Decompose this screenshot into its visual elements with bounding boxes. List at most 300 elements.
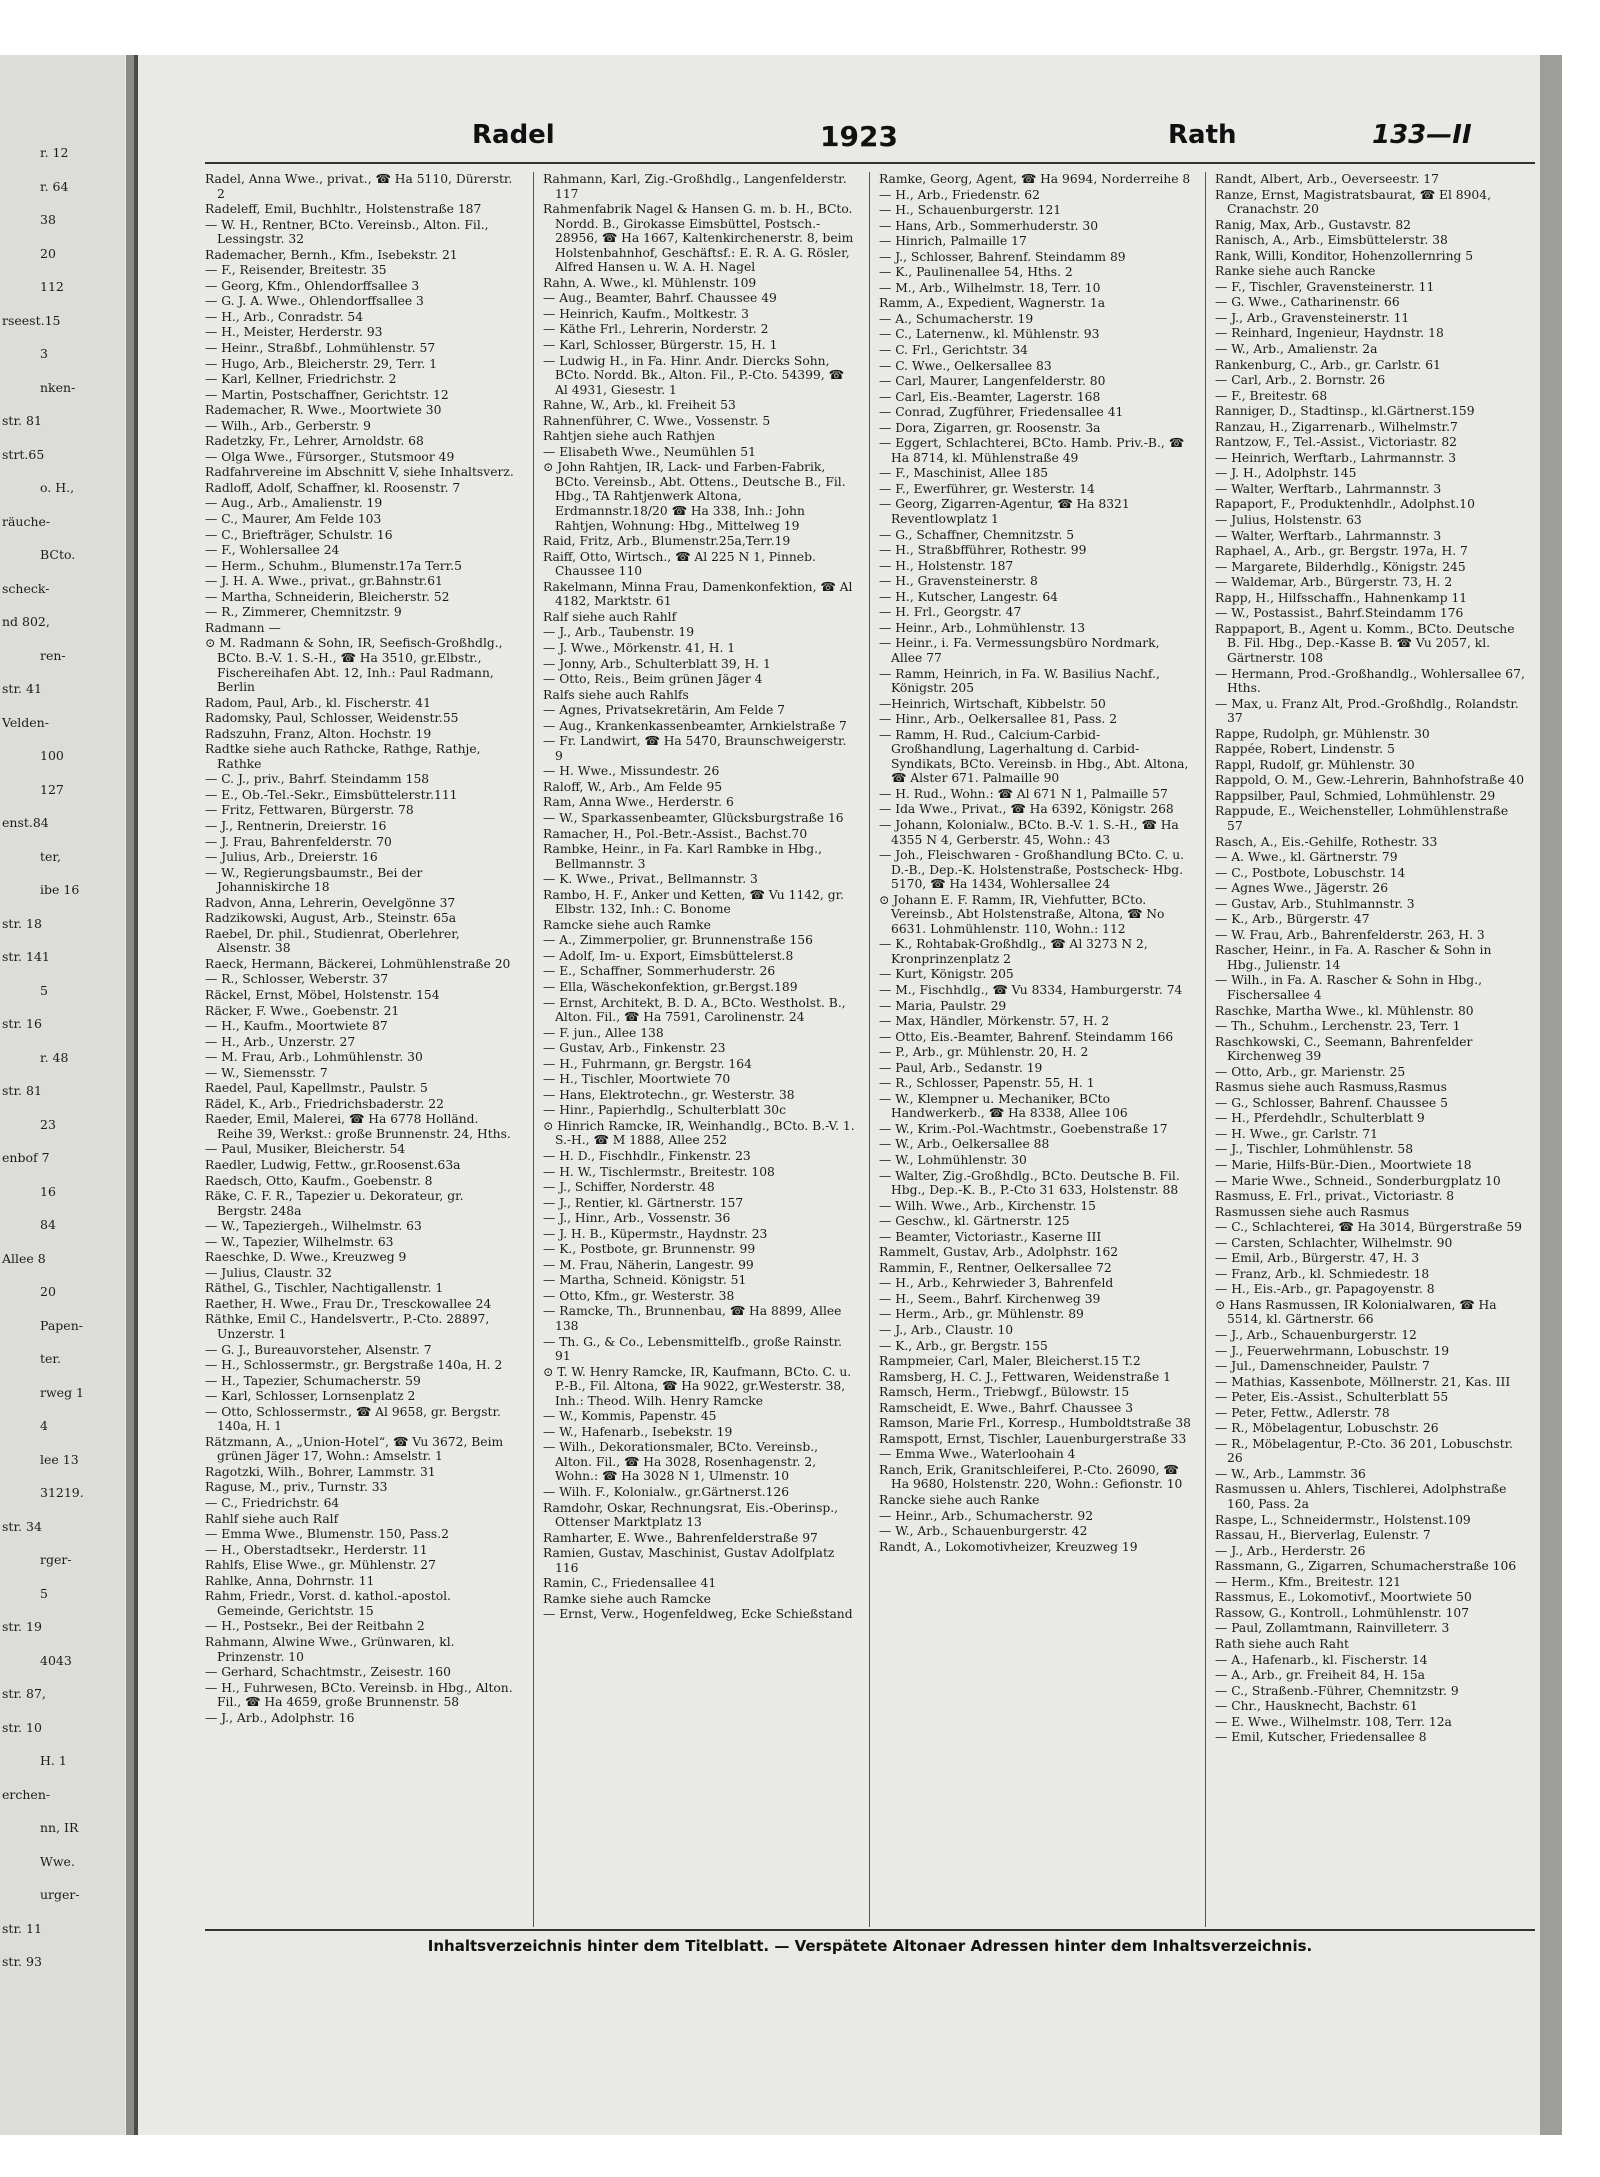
directory-entry: — J. H., Adolphstr. 145 <box>1215 466 1357 481</box>
directory-entry: — R., Schlosser, Weberstr. 37 <box>205 972 389 987</box>
directory-entry: Räthel, G., Tischler, Nachtigallenstr. 1 <box>205 1281 444 1296</box>
directory-entry: — C. Wwe., Oelkersallee 83 <box>879 358 1052 373</box>
directory-entry: Ramspott, Ernst, Tischler, Lauenburgerstraße 33 <box>879 1431 1187 1446</box>
directory-entry: — W., Tapezier, Wilhelmstr. 63 <box>205 1234 394 1249</box>
directory-entry: — C., Friedrichstr. 64 <box>205 1496 340 1511</box>
directory-entry: Raeder, Emil, Malerei, ☎ Ha 6778 Holländ. Reihe 39, Werkst.: große Brunnenstr. 24, Hths. <box>205 1112 511 1141</box>
directory-entry: — R., Möbelagentur, Lobuschstr. 26 <box>1215 1421 1439 1436</box>
directory-entry: — J., Rentnerin, Dreierstr. 16 <box>205 818 387 833</box>
directory-entry: — Karl, Kellner, Friedrichstr. 2 <box>205 372 397 387</box>
directory-entry: — Gustav, Arb., Stuhlmannstr. 3 <box>1215 896 1415 911</box>
directory-entry: — C., Laternenw., kl. Mühlenstr. 93 <box>879 327 1100 342</box>
directory-entry: — J. Frau, Bahrenfelderstr. 70 <box>205 834 392 849</box>
facing-page-text-fragment: scheck- <box>2 580 50 596</box>
directory-entry: — M. Frau, Arb., Lohmühlenstr. 30 <box>205 1050 423 1065</box>
facing-page-text-fragment: strt.65 <box>2 446 45 462</box>
directory-entry: — Fritz, Fettwaren, Bürgerstr. 78 <box>205 803 414 818</box>
directory-entry: — H., Arb., Conradstr. 54 <box>205 309 364 324</box>
directory-entry: — Aug., Krankenkassenbeamter, Arnkielstraße 7 <box>543 718 847 733</box>
directory-entry: Ranisch, A., Arb., Eimsbüttelerstr. 38 <box>1215 233 1448 248</box>
directory-entry: — J., Arb., Claustr. 10 <box>879 1323 1014 1338</box>
directory-entry: — H., Seem., Bahrf. Kirchenweg 39 <box>879 1291 1101 1306</box>
directory-entry: — Georg, Zigarren-Agentur, ☎ Ha 8321 Reventlowplatz 1 <box>879 497 1130 527</box>
facing-page-text-fragment: r. 64 <box>40 178 69 194</box>
directory-entry: — C., Maurer, Am Felde 103 <box>205 512 382 527</box>
directory-entry: — J., Arb., Gravensteinerstr. 11 <box>1215 310 1410 325</box>
directory-entry: Raedel, Paul, Kapellmstr., Paulstr. 5 <box>205 1081 428 1096</box>
facing-page-text-fragment: Wwe. <box>40 1853 75 1869</box>
directory-entry: — Waldemar, Arb., Bürgerstr. 73, H. 2 <box>1215 575 1453 590</box>
facing-page-text-fragment: 16 <box>40 1183 56 1199</box>
directory-entry: — H., Gravensteinerstr. 8 <box>879 574 1038 589</box>
directory-entry: — Otto, Reis., Beim grünen Jäger 4 <box>543 672 763 687</box>
directory-entry: Raiff, Otto, Wirtsch., ☎ Al 225 N 1, Pinneb. Chaussee 110 <box>543 549 816 579</box>
directory-entry: — H., Pferdehdlr., Schulterblatt 9 <box>1215 1111 1425 1126</box>
directory-entry: — G. J. A. Wwe., Ohlendorffsallee 3 <box>205 294 424 309</box>
directory-entry: — M., Fischhdlg., ☎ Vu 8334, Hamburgerstr. 74 <box>879 982 1183 997</box>
directory-entry: Raschkowski, C., Seemann, Bahrenfelder Kirchenweg 39 <box>1215 1034 1473 1064</box>
directory-entry: — Beamter, Victoriastr., Kaserne III <box>879 1229 1102 1244</box>
directory-entry: — Reinhard, Ingenieur, Haydnstr. 18 <box>1215 326 1444 341</box>
directory-entry: Rank, Willi, Konditor, Hohenzollernring 5 <box>1215 248 1474 263</box>
directory-entry: Rassmus, E., Lokomotivf., Moortwiete 50 <box>1215 1590 1472 1605</box>
directory-entry: — Wilh. Wwe., Arb., Kirchenstr. 15 <box>879 1198 1097 1213</box>
directory-entry: Rappaport, B., Agent u. Komm., BCto. Deutsche B. Fil. Hbg., Dep.-Kasse B. ☎ Vu 2057, kl. Gärtnerstr. 108 <box>1215 621 1515 665</box>
directory-entry: — Carsten, Schlachter, Wilhelmstr. 90 <box>1215 1235 1453 1250</box>
directory-entry: — Otto, Arb., gr. Marienstr. 25 <box>1215 1064 1406 1079</box>
directory-entry: — W., Siemensstr. 7 <box>205 1065 328 1080</box>
directory-entry: — W., Postassist., Bahrf.Steindamm 176 <box>1215 606 1464 621</box>
directory-entry: — W., Arb., Schauenburgerstr. 42 <box>879 1524 1088 1539</box>
facing-page-text-fragment: str. 16 <box>2 1016 42 1031</box>
directory-entry: — H., Arb., Kehrwieder 3, Bahrenfeld <box>879 1276 1114 1291</box>
directory-entry: — K., Postbote, gr. Brunnenstr. 99 <box>543 1242 756 1257</box>
directory-entry: — Otto, Kfm., gr. Westerstr. 38 <box>543 1288 735 1303</box>
facing-page-text-fragment: str. 19 <box>2 1619 42 1634</box>
directory-entry: — Carl, Eis.-Beamter, Lagerstr. 168 <box>879 389 1101 404</box>
directory-entry: — Joh., Fleischwaren - Großhandlung BCto. C. u. D.-B., Dep.-K. Holstenstraße, Postscheck- Hbg. 5170, ☎ Ha 1434, Wohlersallee 24 <box>879 848 1185 892</box>
directory-entry: — Ludwig H., in Fa. Hinr. Andr. Diercks Sohn, BCto. Nordd. Bk., Alton. Fil., P.-Cto. 54399, ☎ Al 4931, Giesestr. 1 <box>543 353 844 397</box>
directory-entry: — Maria, Paulstr. 29 <box>879 998 1007 1013</box>
directory-entry: Ramson, Marie Frl., Korresp., Humboldtstraße 38 <box>879 1416 1191 1431</box>
directory-entry: — M., Arb., Wilhelmstr. 18, Terr. 10 <box>879 280 1101 295</box>
facing-page-text-fragment: str. 81 <box>2 1083 42 1098</box>
directory-entry: — Julius, Claustr. 32 <box>205 1265 332 1280</box>
directory-entry: — G., Schaffner, Chemnitzstr. 5 <box>879 527 1075 542</box>
directory-entry: Radeleff, Emil, Buchhltr., Holstenstraße 187 <box>205 202 482 217</box>
directory-entry: Ranniger, D., Stadtinsp., kl.Gärtnerst.159 <box>1215 404 1475 419</box>
facing-page-text-fragment: 5 <box>40 1585 48 1601</box>
directory-entry: Rassmann, G., Zigarren, Schumacherstraße 106 <box>1215 1559 1517 1574</box>
directory-entry: — W., Arb., Oelkersallee 88 <box>879 1137 1050 1152</box>
directory-entry: — C. Frl., Gerichtstr. 34 <box>879 343 1028 358</box>
directory-entry: — Walter, Zig.-Großhdlg., BCto. Deutsche B. Fil. Hbg., Dep.-K. B., P.-Cto 31 633, Holstenstr. 88 <box>879 1168 1180 1198</box>
directory-entry: ⊙ Hinrich Ramcke, IR, Weinhandlg., BCto. B.-V. 1. S.-H., ☎ M 1888, Allee 252 <box>543 1118 855 1148</box>
directory-columns <box>205 172 1535 1927</box>
directory-entry: — Heinrich, Kaufm., Moltkestr. 3 <box>543 306 749 321</box>
directory-entry: — H. Frl., Georgstr. 47 <box>879 605 1022 620</box>
directory-entry: Radfahrvereine im Abschnitt V, siehe Inhaltsverz. <box>205 465 514 480</box>
running-header <box>150 120 1530 160</box>
directory-entry: — Otto, Eis.-Beamter, Bahrenf. Steindamm 166 <box>879 1029 1174 1044</box>
directory-entry: Rascher, Heinr., in Fa. A. Rascher & Sohn in Hbg., Julienstr. 14 <box>1215 943 1492 972</box>
directory-entry: Rasch, A., Eis.-Gehilfe, Rothestr. 33 <box>1215 834 1438 849</box>
directory-entry: Ramien, Gustav, Maschinist, Gustav Adolfplatz 116 <box>543 1546 835 1575</box>
directory-entry: — Olga Wwe., Fürsorger., Stutsmoor 49 <box>205 449 455 464</box>
directory-entry: — E., Ob.-Tel.-Sekr., Eimsbüttelerstr.111 <box>205 787 458 802</box>
facing-page-text-fragment: 20 <box>40 1284 56 1299</box>
directory-entry: — Margarete, Bilderhdlg., Königstr. 245 <box>1215 559 1466 574</box>
directory-entry: — F., Breitestr. 68 <box>1215 388 1328 403</box>
directory-entry: Raeck, Hermann, Bäckerei, Lohmühlenstraße 20 <box>205 956 511 971</box>
directory-entry: — Ernst, Verw., Hogenfeldweg, Ecke Schießstand <box>543 1607 853 1622</box>
facing-page-text-fragment: erchen- <box>2 1786 51 1802</box>
directory-entry: — Marie Wwe., Schneid., Sonderburgplatz 10 <box>1215 1173 1501 1188</box>
facing-page-text-fragment: 127 <box>40 781 64 797</box>
directory-entry: — Hinrich, Palmaille 17 <box>879 234 1027 249</box>
directory-entry: Raphael, A., Arb., gr. Bergstr. 197a, H. 7 <box>1215 544 1468 559</box>
directory-entry: Raspe, L., Schneidermstr., Holstenst.109 <box>1215 1512 1471 1527</box>
directory-entry: — Aug., Arb., Amalienstr. 19 <box>205 496 383 511</box>
directory-entry: — Carl, Arb., 2. Bornstr. 26 <box>1215 373 1386 388</box>
directory-entry: — Hans, Arb., Sommerhuderstr. 30 <box>879 218 1099 233</box>
directory-entry: — R., Schlosser, Papenstr. 55, H. 1 <box>879 1076 1095 1091</box>
directory-entry: — Gustav, Arb., Finkenstr. 23 <box>543 1041 726 1056</box>
directory-entry: — Wilh. F., Kolonialw., gr.Gärtnerst.126 <box>543 1485 790 1500</box>
directory-entry: — Martha, Schneiderin, Bleicherstr. 52 <box>205 589 450 604</box>
directory-entry: — Karl, Schlosser, Bürgerstr. 15, H. 1 <box>543 338 778 353</box>
directory-entry: Rasmus siehe auch Rasmuss,Rasmus <box>1215 1080 1447 1095</box>
facing-page-text-fragment: lee 13 <box>40 1451 79 1467</box>
directory-entry: Rassau, H., Bierverlag, Eulenstr. 7 <box>1215 1528 1431 1543</box>
directory-entry: Ramin, C., Friedensallee 41 <box>543 1576 717 1591</box>
directory-entry: ⊙ Hans Rasmussen, IR Kolonialwaren, ☎ Ha 5514, kl. Gärtnerstr. 66 <box>1215 1297 1497 1327</box>
directory-entry: — A., Schumacherstr. 19 <box>879 311 1034 326</box>
directory-entry: Ramscheidt, E. Wwe., Bahrf. Chaussee 3 <box>879 1400 1134 1415</box>
facing-page-text-fragment: str. 34 <box>2 1518 42 1534</box>
directory-entry: ⊙ T. W. Henry Ramcke, IR, Kaufmann, BCto. C. u. P.-B., Fil. Altona, ☎ Ha 9022, gr.Westerstr. 38, Inh.: Theod. Wilh. Henry Ramcke <box>543 1364 852 1408</box>
facing-page-text-fragment: str. 87, <box>2 1686 46 1701</box>
directory-entry: Radetzky, Fr., Lehrer, Arnoldstr. 68 <box>205 434 424 449</box>
directory-entry: — Emil, Kutscher, Friedensallee 8 <box>1215 1730 1427 1745</box>
facing-page-fragment <box>0 55 125 2135</box>
directory-entry: — G. Wwe., Catharinenstr. 66 <box>1215 295 1400 310</box>
directory-entry: Rädel, K., Arb., Friedrichsbaderstr. 22 <box>205 1096 444 1111</box>
directory-entry: — W., Klempner u. Mechaniker, BCto Handwerkerb., ☎ Ha 8338, Allee 106 <box>879 1091 1128 1121</box>
facing-page-text-fragment: ter, <box>40 848 61 864</box>
directory-entry: — W. Frau, Arb., Bahrenfelderstr. 263, H. 3 <box>1215 927 1485 942</box>
facing-page-text-fragment: r. 12 <box>40 145 69 160</box>
directory-entry: Ralf siehe auch Rahlf <box>543 609 677 624</box>
facing-page-text-fragment: ren- <box>40 647 66 663</box>
column-1 <box>205 172 517 1927</box>
directory-entry: Radom, Paul, Arb., kl. Fischerstr. 41 <box>205 695 431 710</box>
facing-page-text-fragment: str. 141 <box>2 949 50 964</box>
gutter-shadow <box>134 55 138 2135</box>
footer-note: Inhaltsverzeichnis hinter dem Titelblatt. — Verspätete Altonaer Adressen hinter dem Inhaltsverzeichnis. <box>427 1937 1313 1955</box>
facing-page-text-fragment: r. 48 <box>40 1049 69 1065</box>
directory-entry: — J., Hinr., Arb., Vossenstr. 36 <box>543 1211 731 1226</box>
directory-entry: — Paul, Musiker, Bleicherstr. 54 <box>205 1142 406 1157</box>
facing-page-text-fragment: ibe 16 <box>40 882 80 897</box>
directory-entry: Rahlke, Anna, Dohrnstr. 11 <box>205 1573 375 1588</box>
directory-entry: Rapp, H., Hilfsschaffn., Hahnenkamp 11 <box>1215 590 1468 605</box>
directory-entry: — C., Briefträger, Schulstr. 16 <box>205 527 393 542</box>
directory-entry: Ranch, Erik, Granitschleiferei, P.-Cto. 26090, ☎ Ha 9680, Holstenstr. 220, Wohn.: Gefionstr. 10 <box>879 1462 1183 1492</box>
directory-entry: Raid, Fritz, Arb., Blumenstr.25a,Terr.19 <box>543 534 791 549</box>
directory-entry: Rahmann, Karl, Zig.-Großhdlg., Langenfelderstr. 117 <box>543 172 847 201</box>
directory-entry: Rahn, A. Wwe., kl. Mühlenstr. 109 <box>543 275 757 290</box>
directory-entry: — Franz, Arb., kl. Schmiedestr. 18 <box>1215 1266 1430 1281</box>
directory-entry: Ramm, A., Expedient, Wagnerstr. 1a <box>879 296 1106 311</box>
directory-entry: — Jul., Damenschneider, Paulstr. 7 <box>1215 1359 1430 1374</box>
directory-entry: — J., Rentier, kl. Gärtnerstr. 157 <box>543 1195 744 1210</box>
directory-entry: ⊙ Johann E. F. Ramm, IR, Viehfutter, BCto. Vereinsb., Abt Holstenstraße, Altona, ☎ No 6631. Lohmühlenstr. 110, Wohn.: 112 <box>879 892 1165 936</box>
directory-entry: Ralfs siehe auch Rahlfs <box>543 687 689 702</box>
facing-page-text-fragment: 84 <box>40 1217 56 1232</box>
facing-page-text-fragment: räuche- <box>2 513 51 529</box>
directory-entry: — Gerhard, Schachtmstr., Zeisestr. 160 <box>205 1665 451 1680</box>
directory-entry: Rappée, Robert, Lindenstr. 5 <box>1215 742 1395 757</box>
directory-entry: Rassow, G., Kontroll., Lohmühlenstr. 107 <box>1215 1605 1470 1620</box>
directory-entry: — H., Meister, Herderstr. 93 <box>205 325 383 340</box>
directory-entry: Rath siehe auch Raht <box>1215 1636 1349 1651</box>
facing-page-text-fragment: ter. <box>40 1351 61 1366</box>
directory-entry: — Hinr., Arb., Oelkersallee 81, Pass. 2 <box>879 712 1118 727</box>
directory-entry: ⊙ John Rahtjen, IR, Lack- und Farben-Fabrik, BCto. Vereinsb., Abt. Ottens., Deutsche B., Fil. Hbg., TA Rahtjenwerk Altona, Erdmannstr.18/20 ☎ Ha 338, Inh.: John Rahtjen, Wohnung: Hbg., Mittelweg 19 <box>543 460 846 533</box>
directory-entry: Räckel, Ernst, Möbel, Holstenstr. 154 <box>205 987 440 1002</box>
directory-entry: — J., Tischler, Lohmühlenstr. 58 <box>1215 1142 1414 1157</box>
page-number: 133—II <box>1372 120 1472 150</box>
directory-entry: Rappe, Rudolph, gr. Mühlenstr. 30 <box>1215 726 1430 741</box>
directory-entry: — Herm., Kfm., Breitestr. 121 <box>1215 1574 1402 1589</box>
facing-page-text-fragment: nken- <box>40 379 76 395</box>
directory-entry: Rahtjen siehe auch Rathjen <box>543 429 715 444</box>
facing-page-text-fragment: Velden- <box>2 714 49 730</box>
directory-entry: Rasmussen siehe auch Rasmus <box>1215 1204 1410 1219</box>
directory-entry: Ranzau, H., Zigarrenarb., Wilhelmstr.7 <box>1215 419 1458 434</box>
directory-entry: — Ella, Wäschekonfektion, gr.Bergst.189 <box>543 979 798 994</box>
column-divider <box>869 172 870 1927</box>
directory-entry: Rahlfs, Elise Wwe., gr. Mühlenstr. 27 <box>205 1558 436 1573</box>
directory-entry: — H., Postsekr., Bei der Reitbahn 2 <box>205 1619 425 1634</box>
directory-entry: — Hugo, Arb., Bleicherstr. 29, Terr. 1 <box>205 356 438 371</box>
directory-entry: — Karl, Schlosser, Lornsenplatz 2 <box>205 1389 416 1404</box>
directory-entry: — A. Wwe., kl. Gärtnerstr. 79 <box>1215 850 1398 865</box>
directory-entry: — H., Straßbfführer, Rothestr. 99 <box>879 543 1087 558</box>
directory-entry: — Dora, Zigarren, gr. Roosenstr. 3a <box>879 420 1101 435</box>
directory-entry: —Heinrich, Wirtschaft, Kibbelstr. 50 <box>879 696 1106 711</box>
directory-entry: — H. Wwe., gr. Carlstr. 71 <box>1215 1126 1378 1141</box>
directory-entry: — Käthe Frl., Lehrerin, Norderstr. 2 <box>543 322 769 337</box>
directory-entry: Ranke siehe auch Rancke <box>1215 264 1376 279</box>
directory-entry: Raschke, Martha Wwe., kl. Mühlenstr. 80 <box>1215 1003 1474 1018</box>
directory-entry: — H., Fuhrmann, gr. Bergstr. 164 <box>543 1056 752 1071</box>
directory-entry: — C. J., priv., Bahrf. Steindamm 158 <box>205 772 430 787</box>
facing-page-text-fragment: 23 <box>40 1116 56 1132</box>
facing-page-text-fragment: str. 81 <box>2 413 42 428</box>
directory-entry: — H., Arb., Unzerstr. 27 <box>205 1034 356 1049</box>
directory-entry: — J., Arb., Schauenburgerstr. 12 <box>1215 1328 1417 1343</box>
directory-entry: — R., Zimmerer, Chemnitzstr. 9 <box>205 605 402 620</box>
directory-entry: Rätzmann, A., „Union-Hotel“, ☎ Vu 3672, Beim grünen Jäger 17, Wohn.: Amselstr. 1 <box>205 1434 504 1464</box>
directory-entry: — A., Hafenarb., kl. Fischerstr. 14 <box>1215 1652 1428 1667</box>
facing-page-text-fragment: str. 41 <box>2 681 42 696</box>
directory-entry: — J., Arb., Taubenstr. 19 <box>543 625 695 640</box>
directory-entry: — Walter, Werftarb., Lahrmannstr. 3 <box>1215 528 1442 543</box>
directory-entry: Radloff, Adolf, Schaffner, kl. Roosenstr. 7 <box>205 480 461 495</box>
directory-entry: — G., Schlosser, Bahrenf. Chaussee 5 <box>1215 1095 1448 1110</box>
directory-entry: Rahne, W., Arb., kl. Freiheit 53 <box>543 398 736 413</box>
facing-page-text-fragment: rweg 1 <box>40 1384 85 1400</box>
directory-entry: — Herm., Schuhm., Blumenstr.17a Terr.5 <box>205 558 462 573</box>
facing-page-text-fragment: str. 11 <box>2 1920 42 1936</box>
facing-page-text-fragment: str. 93 <box>2 1954 42 1969</box>
directory-entry: Rakelmann, Minna Frau, Damenkonfektion, ☎ Al 4182, Marktstr. 61 <box>543 579 853 609</box>
directory-entry: Raloff, W., Arb., Am Felde 95 <box>543 779 723 794</box>
directory-entry: — Ramm, Heinrich, in Fa. W. Basilius Nachf., Königstr. 205 <box>879 666 1160 696</box>
directory-entry: Rahlf siehe auch Ralf <box>205 1511 339 1526</box>
directory-entry: — Adolf, Im- u. Export, Eimsbüttelerst.8 <box>543 948 794 963</box>
directory-entry: — C., Straßenb.-Führer, Chemnitzstr. 9 <box>1215 1683 1459 1698</box>
directory-entry: — Emma Wwe., Waterloohain 4 <box>879 1447 1076 1462</box>
directory-entry: Ramsch, Herm., Triebwgf., Bülowstr. 15 <box>879 1385 1130 1400</box>
directory-entry: Raedsch, Otto, Kaufm., Goebenstr. 8 <box>205 1173 433 1188</box>
directory-entry: — Agnes Wwe., Jägerstr. 26 <box>1215 881 1389 896</box>
directory-entry: — F., Wohlersallee 24 <box>205 543 340 558</box>
directory-entry: Rantzow, F., Tel.-Assist., Victoriastr. 82 <box>1215 435 1457 450</box>
directory-entry: — W., Kommis, Papenstr. 45 <box>543 1409 717 1424</box>
directory-entry: Rammin, F., Rentner, Oelkersallee 72 <box>879 1260 1112 1275</box>
directory-entry: Ramacher, H., Pol.-Betr.-Assist., Bachst.70 <box>543 826 808 841</box>
facing-page-text-fragment: 3 <box>40 346 48 361</box>
directory-entry: — H. Rud., Wohn.: ☎ Al 671 N 1, Palmaille 57 <box>879 786 1168 801</box>
directory-entry: Rampmeier, Carl, Maler, Bleicherst.15 T.2 <box>879 1354 1141 1369</box>
directory-entry: Raguse, M., priv., Turnstr. 33 <box>205 1480 388 1495</box>
directory-entry: Rappude, E., Weichensteller, Lohmühlenstraße 57 <box>1215 804 1509 833</box>
footer-rule <box>205 1929 1535 1931</box>
directory-entry: Rancke siehe auch Ranke <box>879 1493 1040 1508</box>
directory-entry: Rahm, Friedr., Vorst. d. kathol.-apostol. Gemeinde, Gerichtstr. 15 <box>205 1589 451 1618</box>
directory-entry: Räcker, F. Wwe., Goebenstr. 21 <box>205 1003 400 1018</box>
directory-entry: — W., Krim.-Pol.-Wachtmstr., Goebenstraße 17 <box>879 1121 1168 1136</box>
directory-entry: — M. Frau, Näherin, Langestr. 99 <box>543 1257 754 1272</box>
directory-entry: — Carl, Maurer, Langenfelderstr. 80 <box>879 374 1106 389</box>
directory-entry: — C., Schlachterei, ☎ Ha 3014, Bürgerstraße 59 <box>1215 1220 1523 1235</box>
directory-entry: — W., Tapeziergeh., Wilhelmstr. 63 <box>205 1219 422 1234</box>
facing-page-text-fragment: 31219. <box>40 1485 84 1500</box>
column-4 <box>1215 172 1527 1927</box>
directory-entry: — Georg, Kfm., Ohlendorffsallee 3 <box>205 278 420 293</box>
directory-entry: — Heinr., Arb., Lohmühlenstr. 13 <box>879 620 1086 635</box>
facing-page-text-fragment: str. 18 <box>2 915 42 931</box>
directory-entry: — Otto, Schlossermstr., ☎ Al 9658, gr. Bergstr. 140a, H. 1 <box>205 1404 501 1434</box>
directory-entry: — Chr., Hausknecht, Bachstr. 61 <box>1215 1699 1418 1714</box>
directory-entry: — Herm., Arb., gr. Mühlenstr. 89 <box>879 1307 1084 1322</box>
directory-entry: — A., Arb., gr. Freiheit 84, H. 15a <box>1215 1668 1425 1683</box>
header-year: 1923 <box>820 120 898 153</box>
directory-entry: — W., Arb., Lammstr. 36 <box>1215 1466 1366 1481</box>
directory-entry: — Emma Wwe., Blumenstr. 150, Pass.2 <box>205 1527 449 1542</box>
facing-page-text-fragment: 112 <box>40 279 64 294</box>
directory-entry: — Ramm, H. Rud., Calcium-Carbid-Großhandlung, Lagerhaltung d. Carbid-Syndikats, BCto. Vereinsb. in Hbg., Abt. Altona, ☎ Alster 671. Palmaille 90 <box>879 727 1189 786</box>
directory-entry: — H., Kaufm., Moortwiete 87 <box>205 1019 388 1034</box>
directory-entry: — C., Postbote, Lobuschstr. 14 <box>1215 865 1406 880</box>
directory-entry: — J., Feuerwehrmann, Lobuschstr. 19 <box>1215 1343 1450 1358</box>
directory-entry: Ramke siehe auch Ramcke <box>543 1591 711 1606</box>
facing-page-text-fragment: o. H., <box>40 480 75 495</box>
directory-entry: Rappsilber, Paul, Schmied, Lohmühlenstr. 29 <box>1215 788 1496 803</box>
directory-entry: Radmann — <box>205 620 281 635</box>
directory-entry: — J. H. B., Küpermstr., Haydnstr. 23 <box>543 1226 768 1241</box>
directory-entry: Rambke, Heinr., in Fa. Karl Rambke in Hbg., Bellmannstr. 3 <box>543 842 822 871</box>
directory-entry: — Wilh., Dekorationsmaler, BCto. Vereinsb., Alton. Fil., ☎ Ha 3028, Rosenhagenstr. 2, Wohn.: ☎ Ha 3028 N 1, Ulmenstr. 10 <box>543 1440 819 1484</box>
directory-entry: — Marie, Hilfs-Bür.-Dien., Moortwiete 18 <box>1215 1158 1472 1172</box>
directory-entry: — Th., Schuhm., Lerchenstr. 23, Terr. 1 <box>1215 1019 1461 1034</box>
facing-page-text-fragment: urger- <box>40 1887 80 1902</box>
facing-page-text-fragment: rger- <box>40 1552 72 1567</box>
header-first-entry: Radel <box>472 120 555 150</box>
directory-entry: Rappl, Rudolf, gr. Mühlenstr. 30 <box>1215 757 1415 772</box>
directory-entry: — E. Wwe., Wilhelmstr. 108, Terr. 12a <box>1215 1714 1452 1729</box>
facing-page-text-fragment: enbof 7 <box>2 1150 50 1165</box>
directory-entry: Ramcke siehe auch Ramke <box>543 917 711 932</box>
directory-entry: — Heinr., Straßbf., Lohmühlenstr. 57 <box>205 341 436 356</box>
directory-entry: Ranze, Ernst, Magistratsbaurat, ☎ El 8904, Cranachstr. 20 <box>1215 187 1491 217</box>
directory-entry: — H. W., Tischlermstr., Breitestr. 108 <box>543 1164 775 1179</box>
directory-entry: — Emil, Arb., Bürgerstr. 47, H. 3 <box>1215 1251 1420 1266</box>
directory-entry: Ramharter, E. Wwe., Bahrenfelderstraße 97 <box>543 1530 818 1545</box>
directory-entry: — Ida Wwe., Privat., ☎ Ha 6392, Königstr. 268 <box>879 802 1174 817</box>
directory-entry: — H. Wwe., Missundestr. 26 <box>543 764 720 779</box>
directory-entry: — Geschw., kl. Gärtnerstr. 125 <box>879 1214 1070 1229</box>
directory-entry: Randt, Albert, Arb., Oeverseestr. 17 <box>1215 172 1439 186</box>
directory-entry: — F., Tischler, Gravensteinerstr. 11 <box>1215 279 1435 294</box>
directory-entry: Rahmenfabrik Nagel & Hansen G. m. b. H., BCto. Nordd. B., Girokasse Eimsbüttel, Postsch.- 28956, ☎ Ha 1667, Kaltenkirchenerstr. 8, beim Holstenbahnhof, Geschäftsf.: E. R. A. G. Rösler, Alfred Hansen u. W. A. H. Nagel <box>543 202 854 275</box>
directory-entry: — Ramcke, Th., Brunnenbau, ☎ Ha 8899, Allee 138 <box>543 1304 842 1334</box>
directory-entry: — Heinrich, Werftarb., Lahrmannstr. 3 <box>1215 450 1457 465</box>
column-divider <box>533 172 534 1927</box>
directory-entry: — Martin, Postschaffner, Gerichtstr. 12 <box>205 387 449 402</box>
directory-entry: Rademacher, R. Wwe., Moortwiete 30 <box>205 403 442 418</box>
page-gutter <box>126 55 134 2135</box>
directory-entry: — Walter, Werftarb., Lahrmannstr. 3 <box>1215 481 1442 496</box>
facing-page-text-fragment: 38 <box>40 212 56 227</box>
directory-entry: — H., Eis.-Arb., gr. Papagoyenstr. 8 <box>1215 1282 1435 1297</box>
directory-entry: — H., Oberstadtsekr., Herderstr. 11 <box>205 1542 428 1557</box>
directory-entry: — H., Holstenstr. 187 <box>879 558 1014 573</box>
directory-entry: — Mathias, Kassenbote, Möllnerstr. 21, Kas. III <box>1215 1374 1511 1389</box>
directory-entry: — Ernst, Architekt, B. D. A., BCto. Westholst. B., Alton. Fil., ☎ Ha 7591, Carolinenstr. 24 <box>543 995 846 1025</box>
directory-entry: — H. D., Fischhdlr., Finkenstr. 23 <box>543 1149 751 1163</box>
directory-entry: Raedler, Ludwig, Fettw., gr.Roosenst.63a <box>205 1158 461 1172</box>
facing-page-text-fragment: enst.84 <box>2 815 49 830</box>
directory-entry: — Julius, Arb., Dreierstr. 16 <box>205 850 378 865</box>
directory-entry: — Martha, Schneid. Königstr. 51 <box>543 1273 747 1288</box>
directory-entry: — G. J., Bureauvorsteher, Alsenstr. 7 <box>205 1342 432 1357</box>
directory-entry: — R., Möbelagentur, P.-Cto. 36 201, Lobuschstr. 26 <box>1215 1436 1514 1466</box>
directory-entry: — Th. G., & Co., Lebensmittelfb., große Rainstr. 91 <box>543 1334 843 1364</box>
directory-entry: — Max, Händler, Mörkenstr. 57, H. 2 <box>879 1014 1110 1029</box>
directory-entry: — W. H., Rentner, BCto. Vereinsb., Alton. Fil., Lessingstr. 32 <box>205 217 489 247</box>
directory-entry: Rammelt, Gustav, Arb., Adolphstr. 162 <box>879 1245 1119 1260</box>
directory-entry: — Heinr., i. Fa. Vermessungsbüro Nordmark, Allee 77 <box>879 636 1160 665</box>
directory-entry: — Max, u. Franz Alt, Prod.-Großhdlg., Rolandstr. 37 <box>1215 696 1519 726</box>
directory-entry: Raebel, Dr. phil., Studienrat, Oberlehrer, Alsenstr. 38 <box>205 926 460 956</box>
directory-entry: — Hermann, Prod.-Großhandlg., Wohlersallee 67, Hths. <box>1215 666 1525 696</box>
directory-entry: Radszuhn, Franz, Alton. Hochstr. 19 <box>205 726 432 741</box>
directory-entry: — Kurt, Königstr. 205 <box>879 967 1014 982</box>
